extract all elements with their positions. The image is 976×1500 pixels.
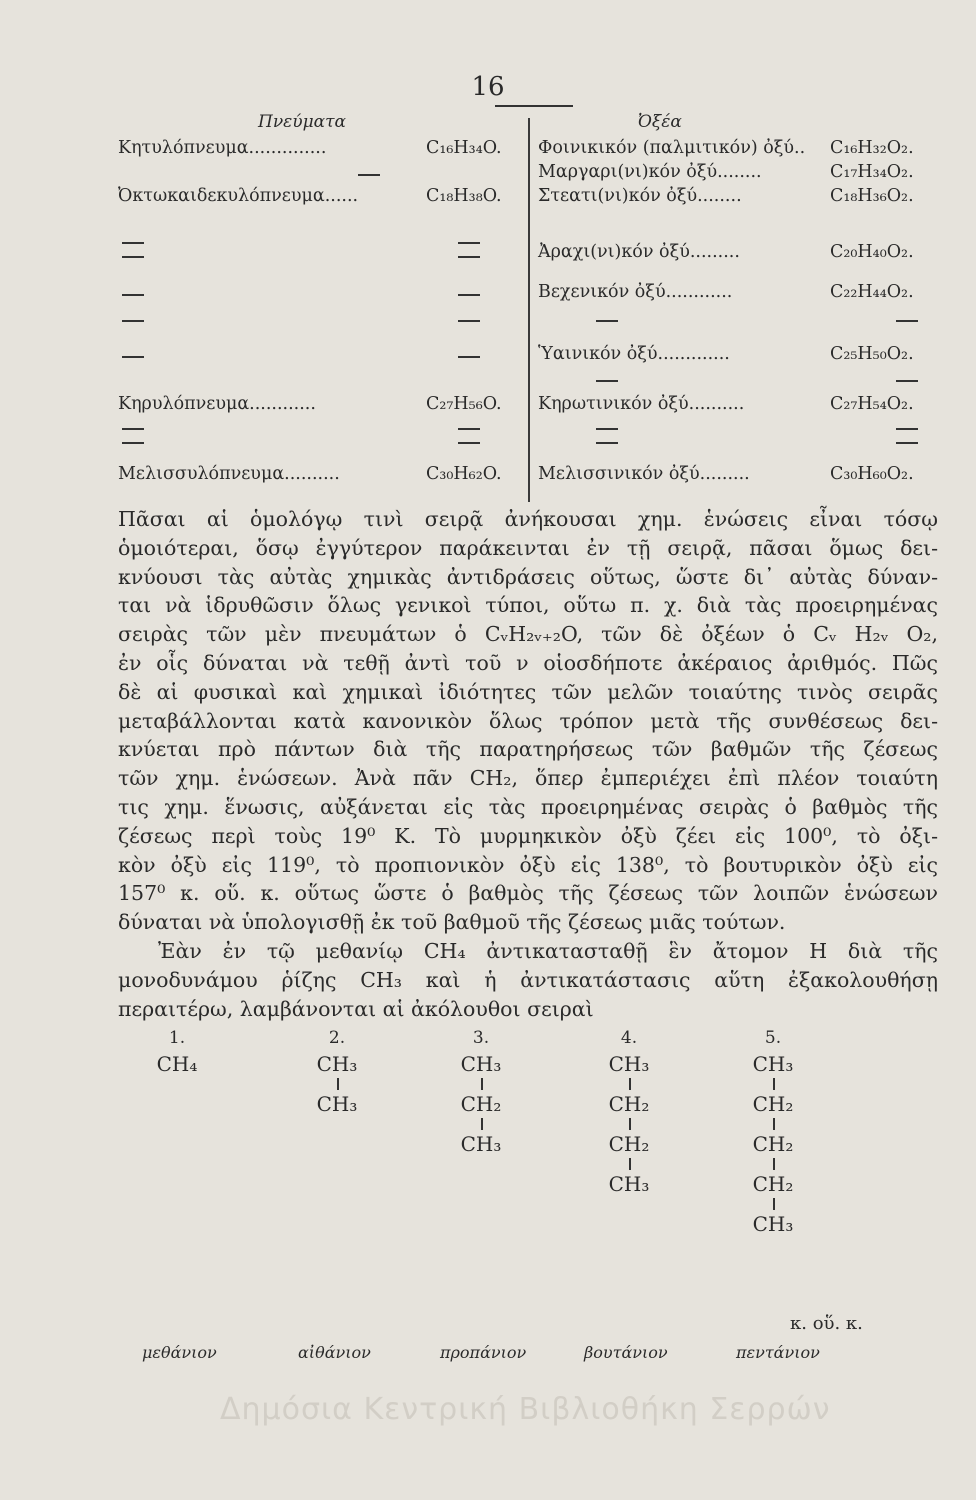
ditto-dash (896, 320, 918, 322)
bond-line (728, 1156, 818, 1172)
left-formula: C₁₈H₃₈O. (426, 186, 502, 206)
alkane-chains (118, 1028, 938, 1236)
ditto-dash (596, 442, 618, 444)
ditto-dash (122, 442, 144, 444)
ditto-dash (458, 320, 480, 322)
left-name: Κηρυλόπνευμα............ (118, 394, 316, 414)
chain-group: CH₃ (316, 1052, 358, 1076)
text-line: ζέσεως περὶ τοὺς 19⁰ K. Τὸ μυρμηκικὸν ὀξὺ ζέει εἰς 100⁰, τὸ ὀξι- (118, 823, 938, 848)
text-line: ὁμοιότεραι, ὅσῳ ἐγγύτερον παράκεινται ἐν τῇ σειρᾷ, πᾶσαι ὅμως δει- (118, 535, 938, 560)
bond-line (728, 1076, 818, 1092)
chain-methane (132, 1028, 222, 1076)
text-line: δύναται νὰ ὑπολογισθῇ ἐκ τοῦ βαθμοῦ τῆς ζέσεως μιᾶς τούτων. (118, 910, 786, 935)
left-name: Κητυλόπνευμα.............. (118, 138, 327, 158)
right-formula: C₂₅H₅₀O₂. (830, 344, 914, 364)
ditto-dash (122, 256, 144, 258)
chain-group: CH₂ (752, 1172, 794, 1196)
text-line: σειρὰς τῶν μὲν πνευμάτων ὁ CᵥH₂ᵥ₊₂O, τῶν δὲ ὀξέων ὁ Cᵥ H₂ᵥ O₂, (118, 622, 938, 647)
bond-line (584, 1156, 674, 1172)
chain-number: 5. (764, 1028, 782, 1048)
ditto-dash (358, 174, 380, 176)
text-line: τις χημ. ἕνωσις, αὐξάνεται εἰς τὰς προειρημένας σειρὰς ὁ βαθμὸς τῆς (118, 794, 938, 819)
chain-group: CH₂ (752, 1132, 794, 1156)
ditto-dash (458, 356, 480, 358)
left-formula: C₂₇H₅₆O. (426, 394, 502, 414)
page-number: 16 (471, 72, 505, 102)
chain-number: 3. (472, 1028, 490, 1048)
ditto-dash (458, 442, 480, 444)
chain-group: CH₃ (460, 1132, 502, 1156)
right-formula: C₂₀H₄₀O₂. (830, 242, 914, 262)
chain-number: 4. (620, 1028, 638, 1048)
right-name: Ἀραχι(νι)κόν ὀξύ......... (538, 242, 740, 262)
text-line: ἐν οἷς δύναται νὰ τεθῇ ἀντὶ τοῦ ν οἱοσδήποτε ἀκέραιος ἀριθμός. Πῶς (118, 650, 938, 675)
ditto-dash (458, 428, 480, 430)
text-line: 157⁰ κ. οὕ. κ. οὕτως ὥστε ὁ βαθμὸς τῆς ζέσεως τῶν λοιπῶν ἑνώσεων (118, 881, 938, 906)
bond-line (728, 1116, 818, 1132)
chain-group: CH₃ (460, 1052, 502, 1076)
chain-group: CH₃ (608, 1172, 650, 1196)
chain-group: CH₂ (608, 1092, 650, 1116)
ditto-dash (458, 294, 480, 296)
right-name: Κηρωτινικόν ὀξύ.......... (538, 394, 745, 414)
chain-pentane (728, 1028, 818, 1236)
left-name: Μελισσυλόπνευμα.......... (118, 464, 340, 484)
chain-name: αἰθάνιον (298, 1343, 371, 1362)
text-line: περαιτέρω, λαμβάνονται αἱ ἀκόλουθοι σειραὶ (118, 996, 594, 1021)
bond-line (292, 1076, 382, 1092)
ditto-dash (458, 256, 480, 258)
left-name: Ὀκτωκαιδεκυλόπνευμα...... (118, 186, 359, 206)
bond-line (584, 1076, 674, 1092)
text-line: Ἐὰν ἐν τῷ μεθανίῳ CH₄ ἀντικατασταθῇ ἓν ἄτομον H διὰ τῆς (158, 939, 938, 963)
left-column-header: Πνεύματα (258, 112, 347, 132)
chain-name: πεντάνιον (736, 1343, 820, 1362)
left-formula: C₁₆H₃₄O. (426, 138, 502, 158)
chain-group: CH₃ (752, 1212, 794, 1236)
table-row (118, 428, 938, 454)
table-row (118, 314, 938, 340)
ditto-dash (896, 380, 918, 382)
chain-propane (436, 1028, 526, 1156)
paragraph-substitution (118, 937, 938, 1023)
chain-suffix: κ. οὕ. κ. (790, 1313, 863, 1334)
chain-group: CH₂ (608, 1132, 650, 1156)
ditto-dash (596, 320, 618, 322)
bond-line (436, 1116, 526, 1132)
chain-name: βουτάνιον (584, 1343, 668, 1362)
right-formula: C₂₂H₄₄O₂. (830, 282, 914, 302)
ditto-dash (122, 242, 144, 244)
right-name: Ὑαινικόν ὀξύ............. (538, 344, 730, 364)
right-formula: C₁₇H₃₄O₂. (830, 162, 914, 182)
ditto-dash (122, 356, 144, 358)
text-line: κὸν ὀξὺ εἰς 119⁰, τὸ προπιονικὸν ὀξὺ εἰς 138⁰, τὸ βουτυρικὸν ὀξὺ εἰς (118, 852, 938, 877)
chain-name: μεθάνιον (142, 1343, 217, 1362)
right-name: Μαργαρι(νι)κόν ὀξύ........ (538, 162, 762, 182)
chain-butane (584, 1028, 674, 1196)
page-number-rule (495, 105, 573, 107)
right-name: Φοινικικόν (παλμιτικόν) ὀξύ.. (538, 138, 806, 158)
chain-group: CH₃ (316, 1092, 358, 1116)
ditto-dash (896, 428, 918, 430)
text-line: δὲ αἱ φυσικαὶ καὶ χημικαὶ ἰδιότητες τῶν μελῶν τοιαύτης τινὸς σειρᾶς (118, 679, 938, 704)
text-line: τῶν χημ. ἑνώσεων. Ἀνὰ πᾶν CH₂, ὅπερ ἐμπεριέχει ἐπὶ πλέον τοιαύτη (118, 766, 938, 791)
chain-number: 2. (328, 1028, 346, 1048)
library-watermark: Δημόσια Κεντρική Βιβλιοθήκη Σερρών (220, 1392, 831, 1427)
ditto-dash (122, 428, 144, 430)
homologous-series-table (118, 112, 940, 502)
ditto-dash (596, 428, 618, 430)
left-formula: C₃₀H₆₂O. (426, 464, 502, 484)
ditto-dash (458, 242, 480, 244)
ditto-dash (896, 442, 918, 444)
bond-line (728, 1196, 818, 1212)
chain-group: CH₂ (460, 1092, 502, 1116)
right-formula: C₁₆H₃₂O₂. (830, 138, 914, 158)
chain-group: CH₂ (752, 1092, 794, 1116)
right-name: Στεατι(νι)κόν ὀξύ........ (538, 186, 742, 206)
text-line: ται νὰ ἱδρυθῶσιν ὅλως γενικοὶ τύποι, οὕτω π. χ. διὰ τὰς προειρημένας (118, 593, 938, 618)
bond-line (436, 1076, 526, 1092)
right-column-header: Ὀξέα (638, 112, 682, 132)
text-line: Πᾶσαι αἱ ὁμολόγῳ τινὶ σειρᾷ ἀνήκουσαι χημ. ἑνώσεις εἶναι τόσῳ (118, 507, 938, 531)
ditto-dash (122, 320, 144, 322)
bond-line (584, 1116, 674, 1132)
right-formula: C₃₀H₆₀O₂. (830, 464, 914, 484)
chain-group: CH₄ (156, 1052, 198, 1076)
chain-group: CH₃ (752, 1052, 794, 1076)
text-line: μονοδυνάμου ῥίζης CH₃ καὶ ἡ ἀντικατάστασις αὕτη ἐξακολουθήσῃ (118, 967, 938, 992)
paragraph-homologous-series (118, 505, 938, 937)
ditto-dash (596, 380, 618, 382)
right-formula: C₂₇H₅₄O₂. (830, 394, 914, 414)
right-name: Βεχενικόν ὀξύ............ (538, 282, 733, 302)
text-line: κνύουσι τὰς αὐτὰς χημικὰς ἀντιδράσεις οὕτως, ὥστε δι᾿ αὐτὰς δύναν- (118, 564, 938, 589)
text-line: μεταβάλλονται κατὰ κανονικὸν ὅλως τρόπον μετὰ τῆς συνθέσεως δει- (118, 708, 938, 733)
chain-number: 1. (168, 1028, 186, 1048)
text-line: κνύεται πρὸ πάντων διὰ τῆς παρατηρήσεως τῶν βαθμῶν τῆς ζέσεως (118, 737, 938, 762)
chain-ethane (292, 1028, 382, 1116)
right-name: Μελισσινικόν ὀξύ......... (538, 464, 750, 484)
ditto-dash (122, 294, 144, 296)
chain-name: προπάνιον (440, 1343, 527, 1362)
chain-group: CH₃ (608, 1052, 650, 1076)
right-formula: C₁₈H₃₆O₂. (830, 186, 914, 206)
